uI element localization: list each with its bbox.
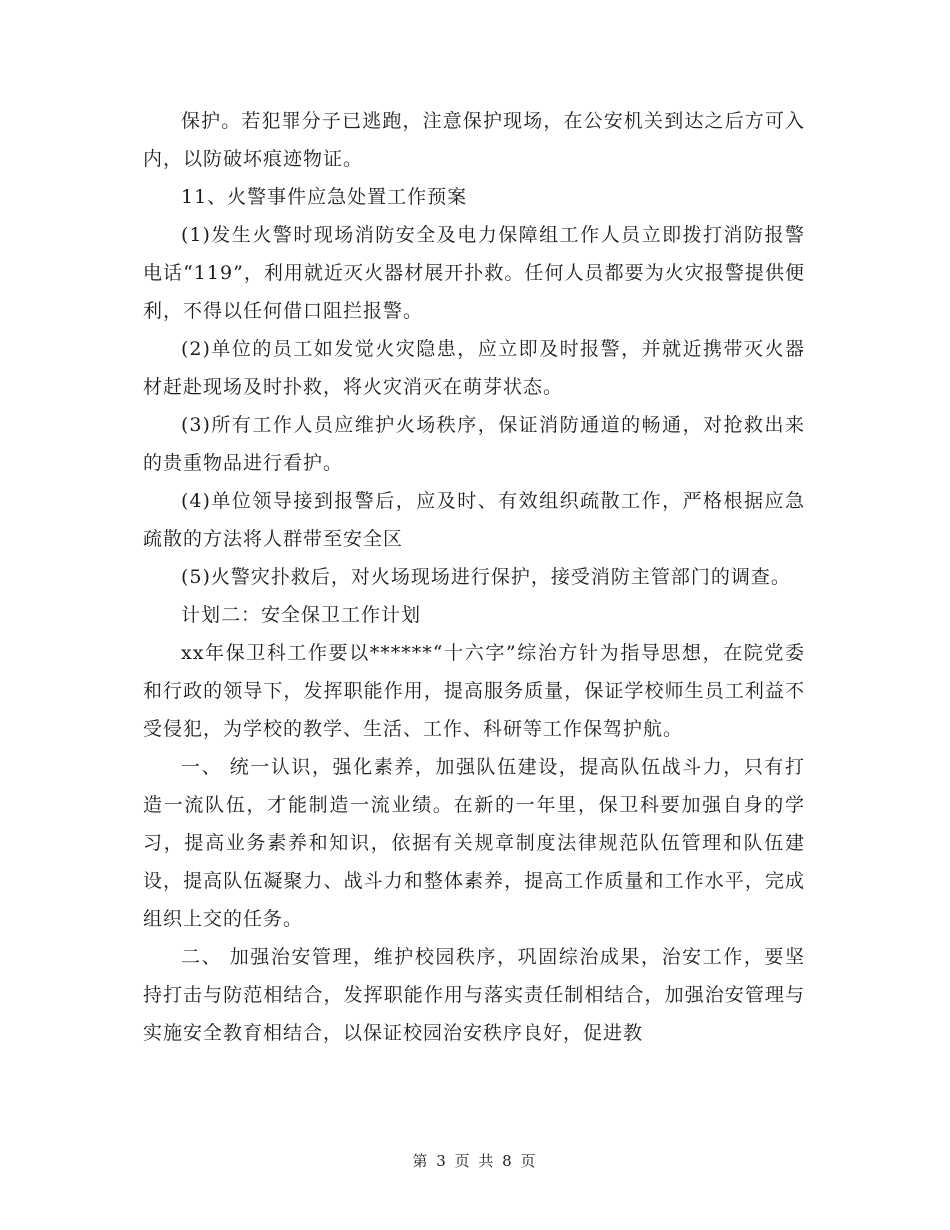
paragraph-item-one: 一、 统一认识，强化素养，加强队伍建设，提高队伍战斗力，只有打造一流队伍，才能制造一流业绩。在新的一年里，保卫科要加强自身的学习，提高业务素养和知识，依据有关规章制度法律规范队伍管理和队伍建设，提高队伍凝聚力、战斗力和整体素养，提高工作质量和工作水平，完成组织上交的任务。 xyxy=(143,756,805,930)
paragraph-fire-step-2: (2)单位的员工如发觉火灾隐患，应立即及时报警，并就近携带灭火器材赶赴现场及时扑救，将火灾消灭在萌芽状态。 xyxy=(143,338,805,398)
paragraph-protection: 保护。若犯罪分子已逃跑，注意保护现场，在公安机关到达之后方可入内，以防破坏痕迹物证。 xyxy=(143,110,805,170)
paragraph-fire-step-1: (1)发生火警时现场消防安全及电力保障组工作人员立即拨打消防报警电话“119”，利用就近灭火器材展开扑救。任何人员都要为火灾报警提供便利，不得以任何借口阻拦报警。 xyxy=(143,224,805,322)
paragraph-fire-step-3: (3)所有工作人员应维护火场秩序，保证消防通道的畅通，对抢救出来的贵重物品进行看护。 xyxy=(143,414,805,474)
page-number-footer: 第 3 页 共 8 页 xyxy=(412,1152,538,1170)
paragraph-item-two: 二、 加强治安管理，维护校园秩序，巩固综治成果，治安工作，要坚持打击与防范相结合，发挥职能作用与落实责任制相结合，加强治安管理与实施安全教育相结合，以保证校园治安秩序良好，促进教 xyxy=(143,946,805,1044)
section-heading-plan-two: 计划二：安全保卫工作计划 xyxy=(181,604,422,626)
paragraph-fire-step-5: (5)火警灾扑救后，对火场现场进行保护，接受消防主管部门的调查。 xyxy=(181,566,791,588)
paragraph-fire-step-4: (4)单位领导接到报警后，应及时、有效组织疏散工作，严格根据应急疏散的方法将人群带至安全区 xyxy=(143,490,805,550)
paragraph-plan-intro: xx年保卫科工作要以******“十六字”综治方针为指导思想，在院党委和行政的领导下，发挥职能作用，提高服务质量，保证学校师生员工利益不受侵犯，为学校的教学、生活、工作、科研等工作保驾护航。 xyxy=(143,642,805,740)
document-body xyxy=(143,102,805,1052)
section-heading-fire-plan: 11、火警事件应急处置工作预案 xyxy=(181,186,468,208)
